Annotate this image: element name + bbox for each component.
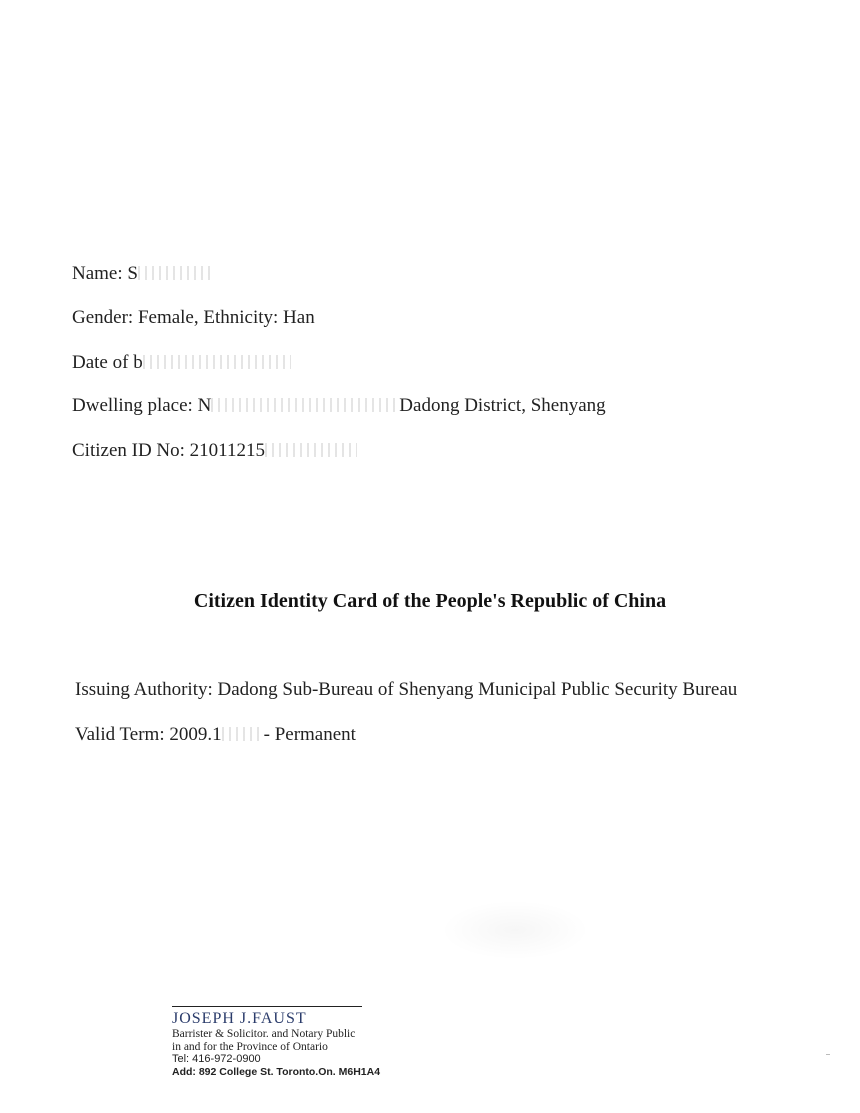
notary-stamp [172, 1006, 392, 1078]
faint-smudge [440, 900, 590, 960]
notary-name: JOSEPH J.FAUST [172, 1010, 307, 1027]
valid-term-field [75, 724, 356, 746]
issuing-authority-field: Issuing Authority: Dadong Sub-Bureau of Shenyang Municipal Public Security Bureau [75, 679, 738, 700]
notary-phone: Tel: 416-972-0900 [172, 1053, 261, 1065]
redacted-date [222, 727, 264, 741]
gender-ethnicity-field: Gender: Female, Ethnicity: Han [72, 307, 315, 328]
valid-term-end: - Permanent [263, 724, 356, 745]
name-field [72, 263, 210, 285]
notary-title: Barrister & Solicitor. and Notary Public [172, 1028, 356, 1040]
redacted-name [138, 266, 210, 280]
redacted-address [211, 398, 399, 412]
signature-line [172, 1006, 362, 1007]
citizen-id-field [72, 440, 357, 462]
dob-text: Date of b [72, 352, 143, 373]
name-text: Name: S [72, 263, 138, 284]
redacted-id [265, 443, 357, 457]
dwelling-place-field [72, 395, 606, 417]
dwelling-prefix: Dwelling place: N [72, 395, 212, 416]
date-of-birth-field [72, 352, 291, 374]
citizen-id-text: Citizen ID No: 21011215 [72, 440, 265, 461]
notary-jurisdiction: in and for the Province of Ontario [172, 1040, 328, 1053]
card-title: Citizen Identity Card of the People's Republic of China [193, 590, 667, 612]
scan-speck [826, 1054, 830, 1055]
redacted-dob [143, 355, 291, 369]
valid-term-start: Valid Term: 2009.1 [75, 724, 222, 745]
notary-address: Add: 892 College St. Toronto.On. M6H1A4 [172, 1065, 381, 1078]
dwelling-suffix: Dadong District, Shenyang [399, 395, 606, 416]
